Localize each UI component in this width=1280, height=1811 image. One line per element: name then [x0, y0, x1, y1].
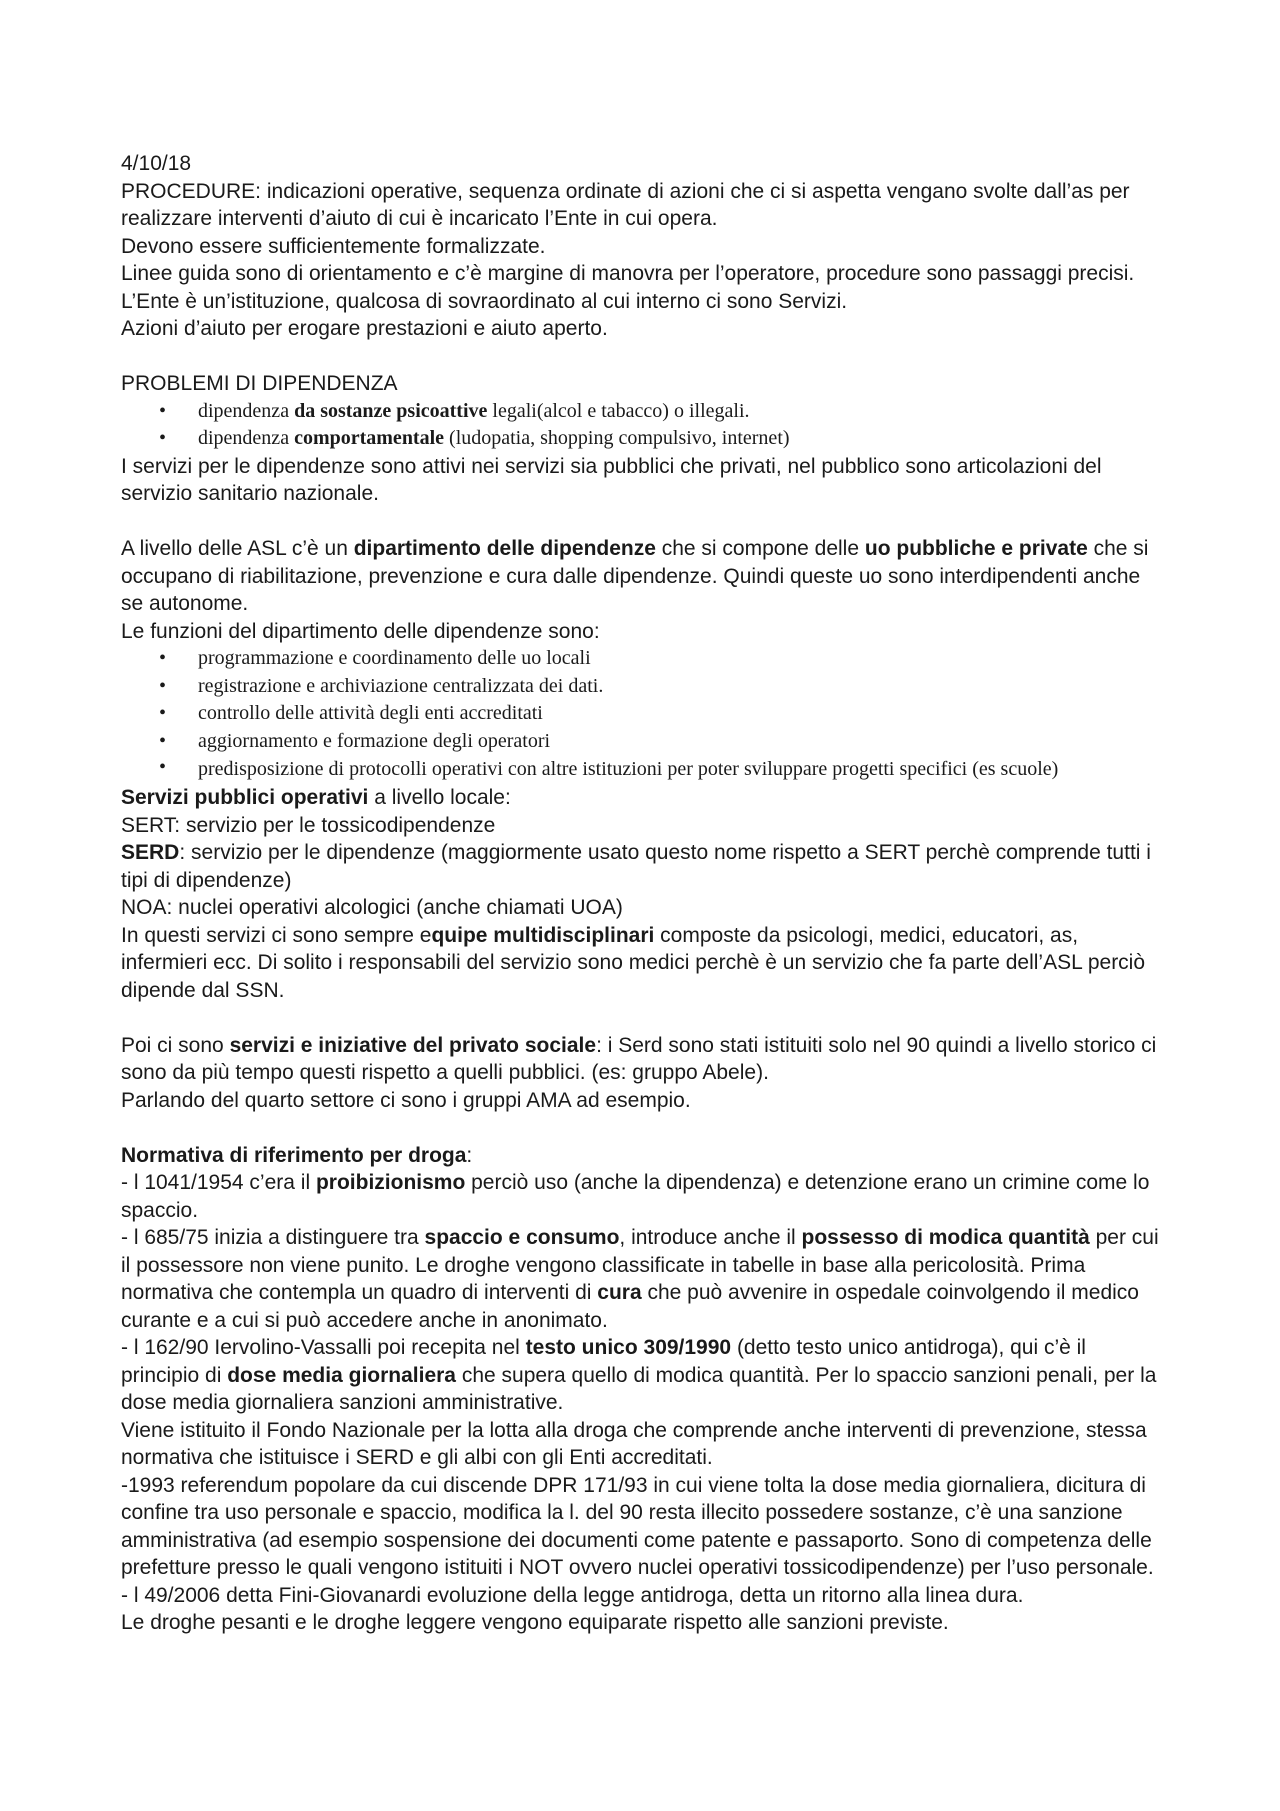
list-item: • controllo delle attività degli enti accreditati [121, 700, 1161, 728]
date-line: 4/10/18 [121, 152, 192, 175]
legge-1990: - l 162/90 Iervolino-Vassalli poi recepita nel testo unico 309/1990 (detto testo unico antidroga), qui c’è il principio di dose media giornaliera che supera quello di modica quantità. Per lo spaccio sanzioni penali, per la dose media giornaliera sanzioni amministrative. [121, 1336, 1157, 1414]
legge-1954: - l 1041/1954 c’era il proibizionismo perciò uso (anche la dipendenza) e detenzione erano un crimine come lo spaccio. [121, 1171, 1150, 1222]
privato-sociale-paragraph: Poi ci sono servizi e iniziative del privato sociale: i Serd sono stati istituiti solo nel 90 quindi a livello storico ci sono da più tempo questi rispetto a quelli pubblici. (es: gruppo Abele). [121, 1033, 1157, 1084]
referendum-1993: -1993 referendum popolare da cui discende DPR 171/93 in cui viene tolta la dose media giornaliera, dicitura di confine tra uso personale e spaccio, modifica la l. del 90 resta illecito possedere sostanze, c’è una sanzione amministrativa (ad esempio sospensione dei documenti come patente e passaporto. Sono di competenza delle prefetture presso le quali vengono istituiti i NOT ovvero nuclei operativi tossicodipendenze) per l’uso personale. [121, 1473, 1154, 1579]
funzioni-intro: Le funzioni del dipartimento delle dipendenze sono: [121, 619, 600, 643]
formalization-note: Devono essere sufficientemente formalizzate. [121, 234, 546, 258]
legge-1975: - l 685/75 inizia a distinguere tra spaccio e consumo, introduce anche il possesso di modica quantità per cui il possessore non viene punito. Le droghe vengono classificate in tabelle in base alla pericolosità. Prima normativa che contempla un quadro di interventi di cura che può avvenire in ospedale coinvolgendo il medico curante e a cui si può accedere anche in anonimato. [121, 1226, 1159, 1332]
ente-note: L’Ente è un’istituzione, qualcosa di sovraordinato al cui interno ci sono Servizi. [121, 289, 848, 313]
aiuto-note: Azioni d’aiuto per erogare prestazioni e aiuto aperto. [121, 317, 608, 340]
equipe-paragraph: In questi servizi ci sono sempre equipe multidisciplinari composte da psicologi, medici, educatori, as, infermieri ecc. Di solito i responsabili del servizio sono medici perchè è un servizio che fa parte dell’ASL perciò dipende dal SSN. [121, 923, 1146, 1002]
asl-paragraph: A livello delle ASL c’è un dipartimento delle dipendenze che si compone delle uo pubbliche e private che si occupano di riabilitazione, prevenzione e cura dalle dipendenze. Quindi queste uo sono interdipendenti anche se autonome. [121, 537, 1149, 615]
spacer [121, 1114, 1161, 1142]
serd-line: SERD: servizio per le dipendenze (maggiormente usato questo nome rispetto a SERT perchè comprende tutti i tipi di dipendenze) [121, 841, 1151, 892]
spacer [121, 1004, 1161, 1032]
servizi-dipendenze-paragraph: I servizi per le dipendenze sono attivi nei servizi sia pubblici che privati, nel pubblico sono articolazioni del servizio sanitario nazionale. [121, 454, 1102, 505]
funzioni-list [121, 645, 1161, 784]
dipendenza-list [121, 398, 1161, 453]
list-item: • programmazione e coordinamento delle uo locali [121, 645, 1161, 673]
quarto-settore-line: Parlando del quarto settore ci sono i gruppi AMA ad esempio. [121, 1088, 691, 1112]
list-item: • predisposizione di protocolli operativi con altre istituzioni per poter sviluppare progetti specifici (es scuole) [121, 755, 1161, 784]
noa-line: NOA: nuclei operativi alcologici (anche chiamati UOA) [121, 896, 623, 919]
document-page [121, 150, 1161, 1637]
spacer [121, 343, 1161, 371]
normativa-heading: Normativa di riferimento per droga: [121, 1143, 473, 1167]
legge-2006: - l 49/2006 detta Fini-Giovanardi evoluzione della legge antidroga, detta un ritorno alla linea dura. [121, 1583, 1024, 1607]
spacer [121, 508, 1161, 536]
list-item: • dipendenza da sostanze psicoattive legali(alcol e tabacco) o illegali. [121, 398, 1161, 426]
procedure-definition: PROCEDURE: indicazioni operative, sequenza ordinate di azioni che ci si aspetta vengano svolte dall’as per realizzare interventi d’aiuto di cui è incaricato l’Ente in cui opera. [121, 179, 1130, 230]
list-item: • aggiornamento e formazione degli operatori [121, 728, 1161, 756]
dipendenza-heading: PROBLEMI DI DIPENDENZA [121, 372, 398, 395]
guidelines-note: Linee guida sono di orientamento e c’è margine di manovra per l’operatore, procedure sono passaggi precisi. [121, 262, 1135, 285]
droghe-equiparate: Le droghe pesanti e le droghe leggere vengono equiparate rispetto alle sanzioni previste. [121, 1611, 949, 1634]
list-item: • registrazione e archiviazione centralizzata dei dati. [121, 673, 1161, 701]
sert-line: SERT: servizio per le tossicodipendenze [121, 813, 496, 837]
list-item: • dipendenza comportamentale (ludopatia, shopping compulsivo, internet) [121, 425, 1161, 453]
fondo-nazionale: Viene istituito il Fondo Nazionale per la lotta alla droga che comprende anche interventi di prevenzione, stessa normativa che istituisce i SERD e gli albi con gli Enti accreditati. [121, 1418, 1147, 1469]
servizi-pubblici-heading: Servizi pubblici operativi a livello locale: [121, 786, 511, 809]
